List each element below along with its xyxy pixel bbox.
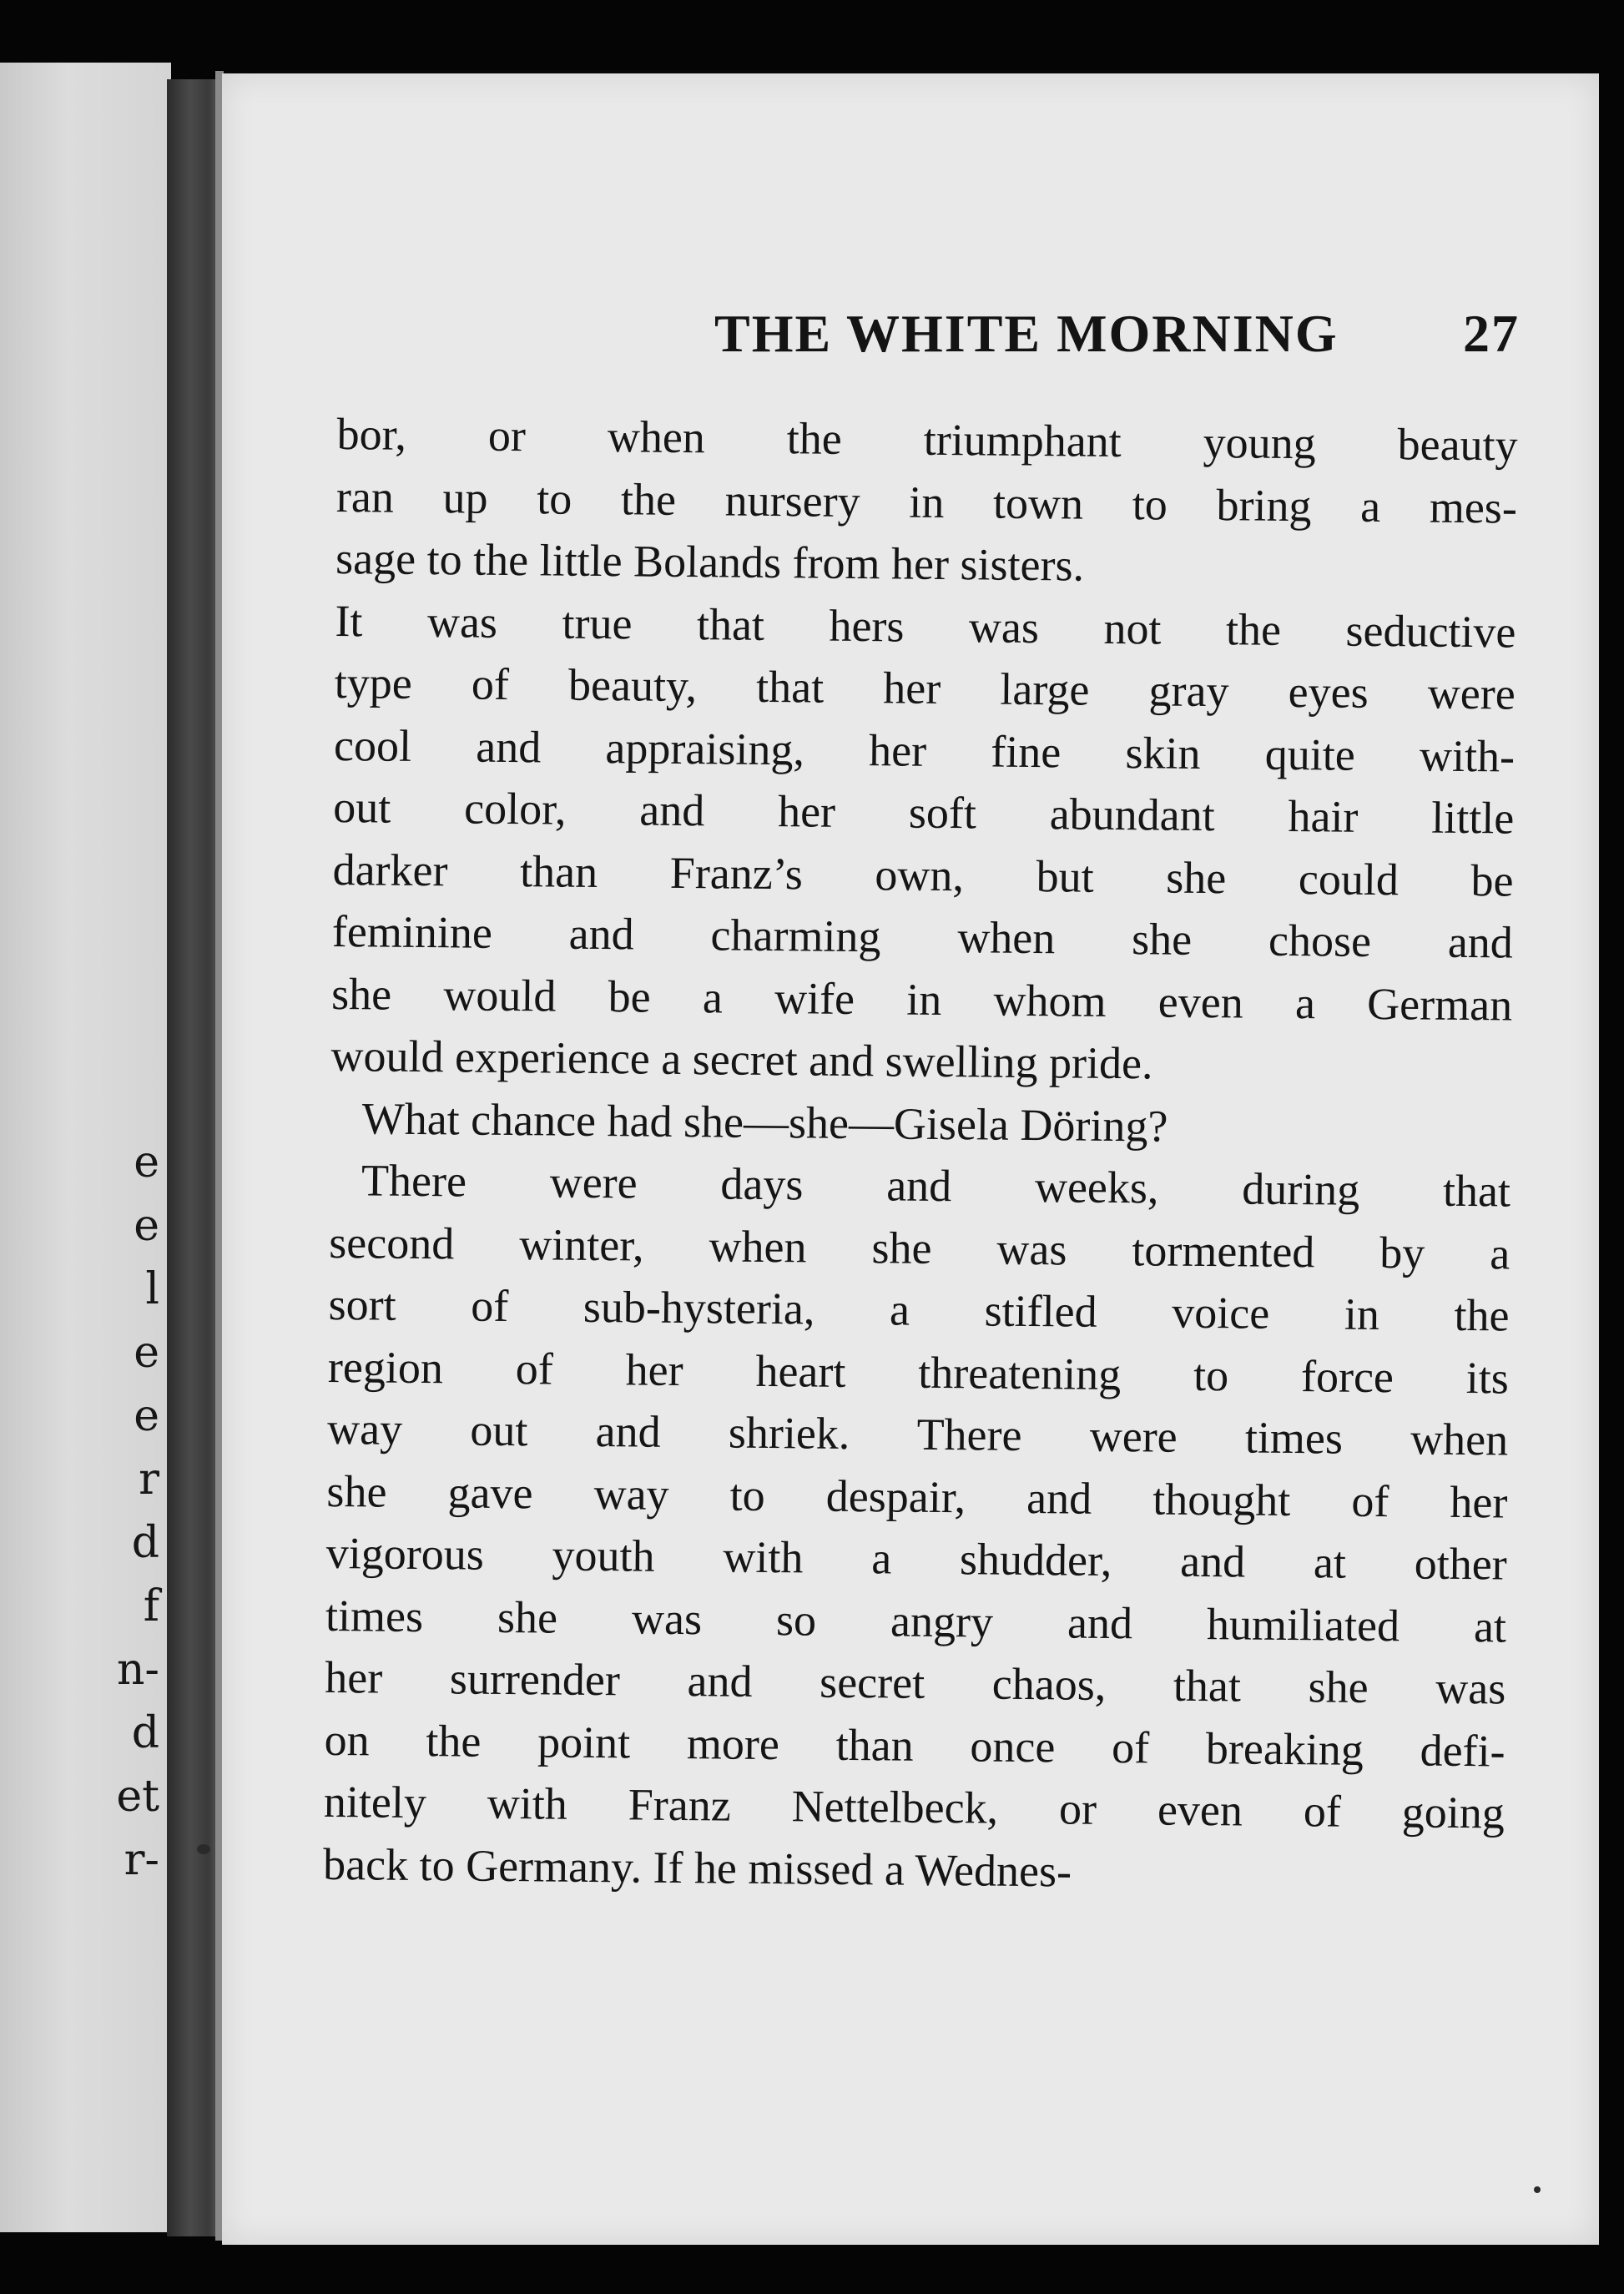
facing-page-fragment: et	[116, 1772, 159, 1822]
text-line: she gave way to despair, and thought of her	[326, 1465, 1508, 1528]
text-line: back to Germany. If he missed a Wednes-	[322, 1838, 1072, 1897]
facing-page-fragment: d	[131, 1708, 159, 1758]
text-line: times she was so angry and humiliated at	[325, 1590, 1507, 1652]
body-text	[323, 403, 1518, 1907]
text-line: ran up to the nursery in town to bring a mes-	[335, 471, 1518, 533]
facing-page-fragment: d	[131, 1518, 159, 1568]
facing-page-fragment: l	[145, 1264, 159, 1314]
text-line: she would be a wife in whom even a German	[330, 968, 1513, 1031]
text-line: region of her heart threatening to force its	[327, 1341, 1510, 1404]
page-speck	[197, 1844, 210, 1854]
text-line: sort of sub-hysteria, a stifled voice in the	[328, 1278, 1510, 1341]
text-line: It was true that hers was not the seductive	[335, 595, 1516, 658]
text-line: second winter, when she was tormented by a	[329, 1217, 1511, 1279]
text-line: darker than Franz’s own, but she could be	[332, 844, 1514, 906]
text-line: feminine and charming when she chose and	[331, 905, 1514, 968]
running-head-title: THE WHITE MORNING	[714, 304, 1339, 363]
text-line: on the point more than once of breaking defi-	[324, 1714, 1505, 1777]
text-line: her surrender and secret chaos, that she was	[325, 1651, 1506, 1714]
text-line: nitely with Franz Nettelbeck, or even of going	[323, 1776, 1505, 1838]
book-spine	[167, 79, 219, 2236]
text-line: way out and shriek. There were times when	[326, 1403, 1509, 1465]
facing-page-fragment: n-	[116, 1645, 159, 1695]
page-speck	[1534, 2186, 1541, 2193]
text-line: There were days and weeks, during that	[361, 1155, 1511, 1217]
facing-page-fragment: f	[143, 1581, 159, 1631]
text-line: cool and appraising, her fine skin quite with-	[333, 719, 1516, 782]
facing-page-edge	[0, 63, 171, 2232]
text-line: bor, or when the triumphant young beauty	[336, 408, 1518, 471]
facing-page-fragment: r-	[124, 1835, 159, 1885]
facing-page-fragment: e	[134, 1391, 159, 1441]
page-number: 27	[1463, 304, 1520, 363]
text-line: vigorous youth with a shudder, and at other	[325, 1527, 1507, 1590]
facing-page-fragment: r	[139, 1455, 159, 1505]
text-line: type of beauty, that her large gray eyes were	[334, 657, 1516, 719]
book-page	[222, 73, 1599, 2245]
running-head	[497, 303, 1520, 365]
text-line: would experience a secret and swelling pride.	[330, 1030, 1153, 1089]
text-line: What chance had she—she—Gisela Döring?	[361, 1092, 1168, 1152]
facing-page-fragment: e	[134, 1328, 159, 1378]
facing-page-fragment: e	[134, 1201, 159, 1251]
text-line: sage to the little Bolands from her sisters.	[335, 532, 1085, 591]
facing-page-fragment: e	[134, 1137, 159, 1187]
text-line: out color, and her soft abundant hair little	[333, 781, 1515, 844]
facing-page-text-fragments	[116, 1131, 159, 1892]
